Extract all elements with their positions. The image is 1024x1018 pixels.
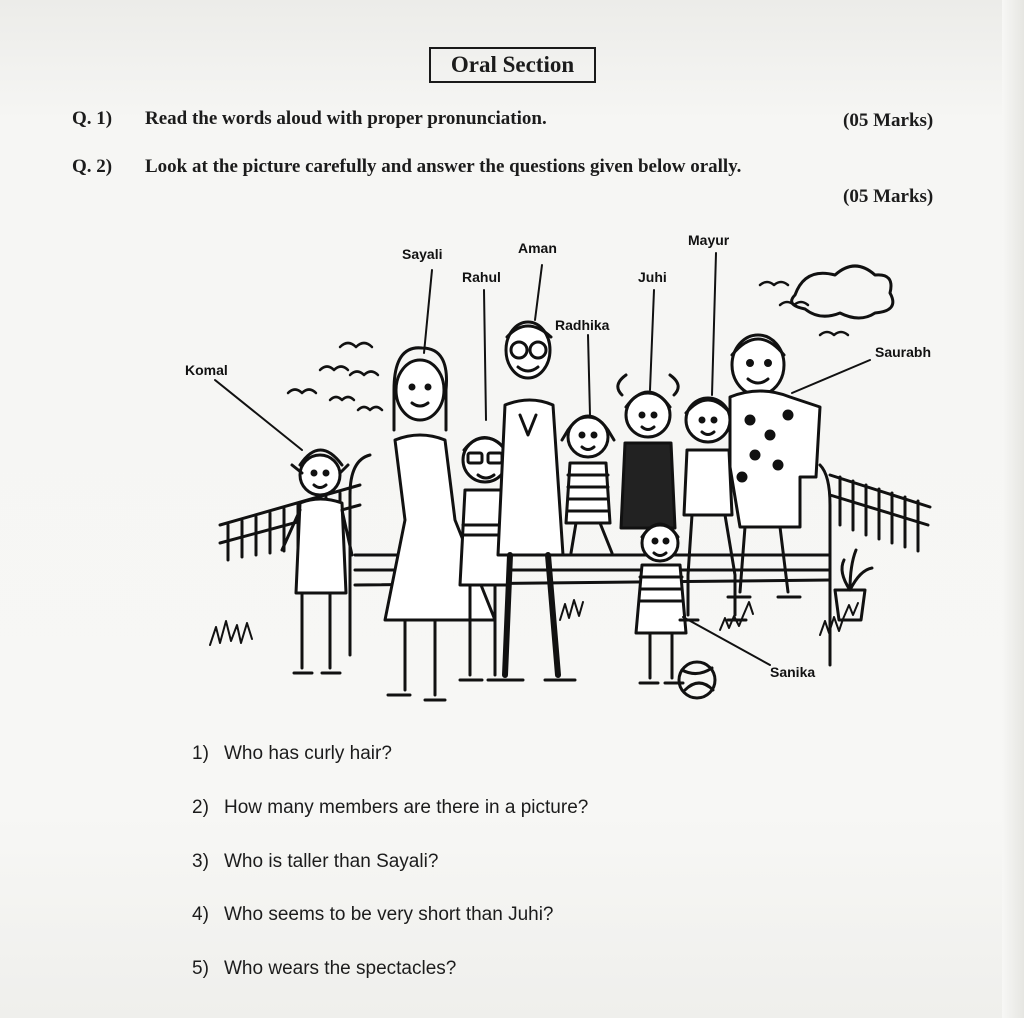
figure-komal bbox=[282, 450, 352, 673]
oral-question-1-number: 1) bbox=[192, 743, 209, 764]
label-sayali: Sayali bbox=[402, 246, 443, 262]
figure-saurabh bbox=[728, 335, 820, 597]
oral-question-1-text: Who has curly hair? bbox=[224, 743, 392, 764]
grass bbox=[210, 595, 858, 645]
cloud bbox=[792, 266, 893, 318]
question-1-marks: (05 Marks) bbox=[843, 110, 934, 131]
oral-question-3 bbox=[192, 851, 438, 873]
figure-aman bbox=[495, 322, 575, 680]
oral-question-3-text: Who is taller than Sayali? bbox=[224, 851, 439, 872]
figure-radhika bbox=[562, 416, 614, 553]
label-aman: Aman bbox=[518, 240, 557, 256]
label-juhi: Juhi bbox=[638, 269, 667, 285]
oral-question-2 bbox=[192, 797, 588, 819]
label-rahul: Rahul bbox=[462, 269, 501, 285]
ball bbox=[679, 662, 715, 698]
oral-question-4-text: Who seems to be very short than Juhi? bbox=[224, 904, 554, 925]
question-1-text: Read the words aloud with proper pronunciation. bbox=[145, 108, 547, 129]
question-2-number: Q. 2) bbox=[72, 156, 113, 177]
question-2-marks: (05 Marks) bbox=[843, 186, 934, 207]
question-2-text: Look at the picture carefully and answer the questions given below orally. bbox=[145, 156, 742, 177]
oral-question-5 bbox=[192, 958, 456, 980]
potted-plant bbox=[835, 550, 872, 620]
oral-question-1 bbox=[192, 743, 392, 765]
section-title: Oral Section bbox=[429, 47, 596, 83]
oral-question-4-number: 4) bbox=[192, 904, 209, 925]
oral-question-2-text: How many members are there in a picture? bbox=[224, 797, 589, 818]
oral-question-5-number: 5) bbox=[192, 958, 209, 979]
label-radhika: Radhika bbox=[555, 317, 610, 333]
figure-juhi bbox=[618, 375, 678, 528]
oral-question-4 bbox=[192, 904, 554, 926]
label-komal: Komal bbox=[185, 362, 228, 378]
family-illustration bbox=[180, 225, 960, 725]
label-mayur: Mayur bbox=[688, 232, 730, 248]
figure-sanika bbox=[636, 524, 686, 683]
oral-question-5-text: Who wears the spectacles? bbox=[224, 958, 457, 979]
label-saurabh: Saurabh bbox=[875, 344, 932, 360]
label-sanika: Sanika bbox=[770, 664, 816, 680]
page-edge-shadow bbox=[1002, 0, 1024, 1018]
fence-right bbox=[830, 475, 930, 551]
question-1-number: Q. 1) bbox=[72, 108, 113, 129]
oral-question-3-number: 3) bbox=[192, 851, 209, 872]
oral-question-2-number: 2) bbox=[192, 797, 209, 818]
